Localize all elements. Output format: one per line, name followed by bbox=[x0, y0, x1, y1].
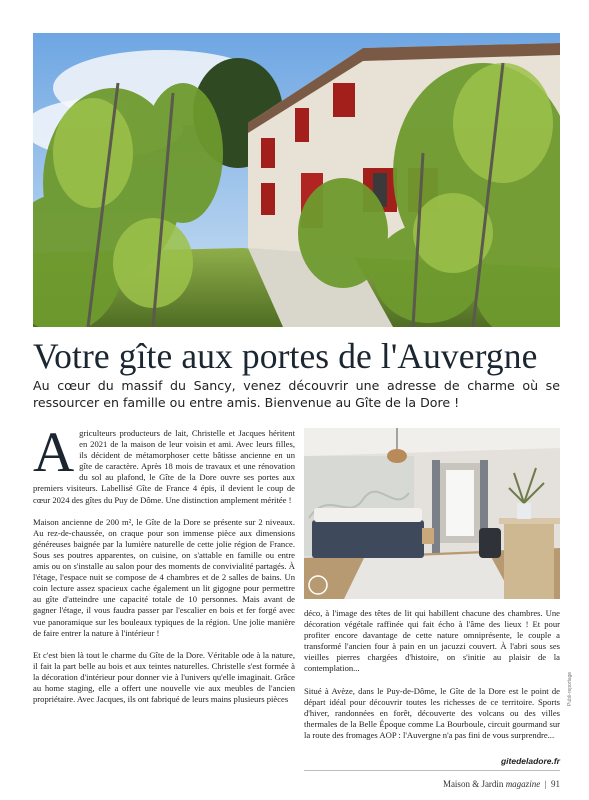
paragraph-house: Maison ancienne de 200 m², le Gîte de la Dore se présente sur 2 niveaux. Au rez-de-chaussée, on craque pour son immense pièce aux dimensions généreuses baignée par la lumière naturelle de cette jolie région de France. Sous ses poutres apparentes, on cuisine, on s'attable en famille ou entre amis ou on s'installe au salon pour des moments de convivialité partagés. À l'étage, l'espace nuit se compose de 4 chambres et de 2 salles de bains. Un coin lecture assez spacieux cache également un lit gigogne pour permettre au gîte d'atteindre une capacité totale de 10 personnes. Mais avant de gagner l'étage, il vous faudra passer par l'escalier en bois et fer forgé avec vue panoramique sur les bouleaux typiques de la région. Une jolie manière de faire entrer la nature à l'intérieur ! bbox=[33, 516, 295, 638]
divider bbox=[304, 770, 560, 771]
paragraph-intro-text: griculteurs producteurs de lait, Christelle et Jacques héritent en 2021 de la maison de leur voisin et ami. Avec leurs filles, ils décident de métamorphoser cette bâtisse ancienne en un gîte de caractère. Après 18 mois de travaux et une rénovation du sol au plafond, le Gîte de la Dore ouvre ses portes aux premiers visiteurs. Labellisé Gîte de France 4 épis, il devient le coup de cœur 2024 des gîtes du Puy de Dôme. Une distinction amplement méritée ! bbox=[33, 428, 295, 505]
website-link[interactable]: gitedeladore.fr bbox=[500, 756, 560, 766]
paragraph-location: Situé à Avèze, dans le Puy-de-Dôme, le Gîte de la Dore est le point de départ idéal pour découvrir toutes les richesses de ce territoire. Sports d'hiver, randonnées en forêt, découverte des volcans ou des villes thermales de la Belle Époque comme La Bourboule, circuit gourmand sur la route des fromages AOP : l'Auvergne n'a pas fini de vous surprendre... bbox=[304, 685, 560, 740]
footer-separator: | bbox=[544, 779, 547, 789]
bedroom-photo bbox=[304, 428, 560, 599]
article-column-right bbox=[304, 608, 560, 752]
page-footer bbox=[443, 779, 560, 789]
article-title: Votre gîte aux portes de l'Auvergne bbox=[33, 336, 538, 376]
drop-cap: A bbox=[33, 421, 75, 484]
article-lead: Au cœur du massif du Sancy, venez découvrir une adresse de charme où se ressourcer en famille ou entre amis. Bienvenue au Gîte de la Dore ! bbox=[33, 378, 560, 410]
article-column-left bbox=[33, 421, 295, 716]
paragraph-charm: Et c'est bien là tout le charme du Gîte de la Dore. Véritable ode à la nature, il fait la part belle au bois et aux teintes naturelles. Christelle s'est formée à la décoration d'intérieur pour donner vie à l'univers qu'elle imaginait. Grâce au home staging, elle a offert une nouvelle vie aux meubles de l'ancien propriétaire. Avec Jacques, ils ont fabriqué de leurs mains plusieurs pièces bbox=[33, 649, 295, 705]
paragraph-intro bbox=[33, 421, 295, 506]
hero-photo bbox=[33, 33, 560, 327]
magazine-name: Maison & Jardin bbox=[442, 779, 504, 789]
magazine-suffix: magazine bbox=[505, 779, 541, 789]
page-number: 91 bbox=[551, 779, 560, 789]
sidebar-note: Publi-reportage bbox=[567, 671, 573, 706]
paragraph-decor: déco, à l'image des têtes de lit qui habillent chacune des chambres. Une décoration végétale raffinée qui fait écho à l'âme des lieux ! Et pour profiter encore davantage de cette nature omniprésente, le couple a transformé l'ancien four à pain en un jacuzzi couvert. À l'abri sous ses vieilles pierres chargées d'histoire, on s'initie au plaisir de la contemplation... bbox=[304, 608, 560, 674]
